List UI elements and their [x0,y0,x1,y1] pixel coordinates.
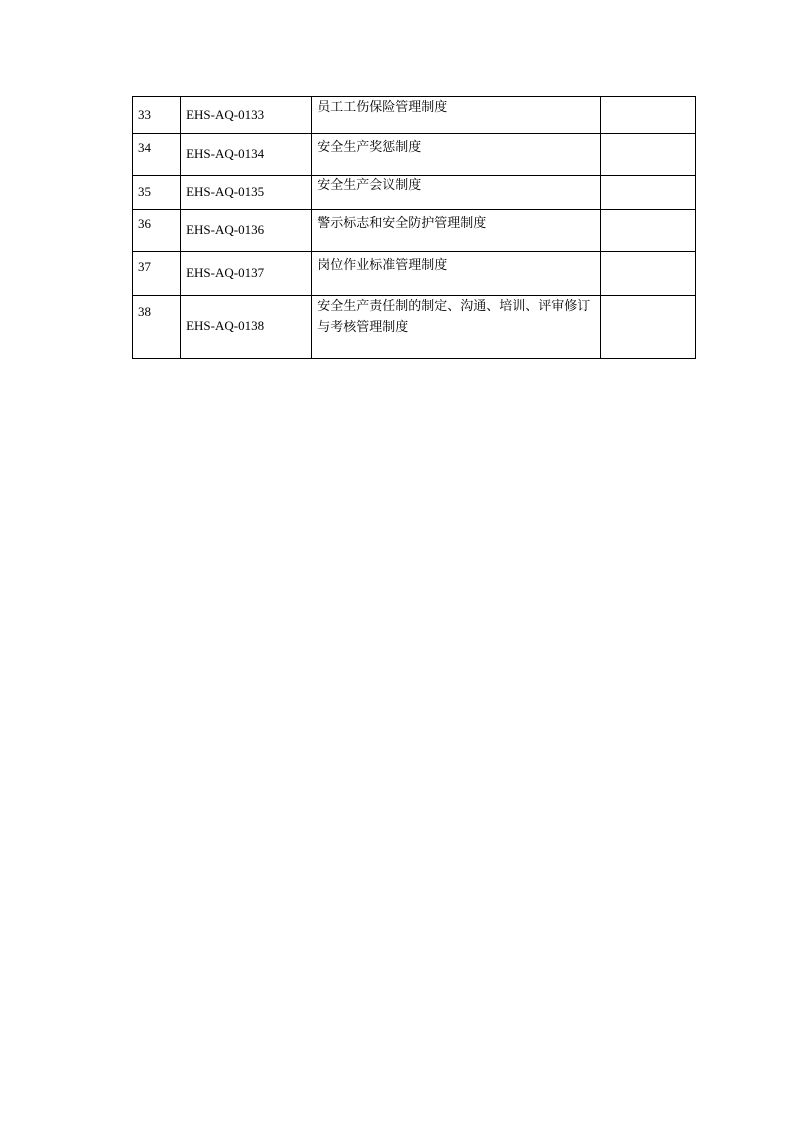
document-code: EHS-AQ-0135 [181,176,312,210]
table-row [133,252,696,296]
remark-cell [600,210,695,252]
remark-cell [600,252,695,296]
row-number: 33 [133,97,181,134]
document-code: EHS-AQ-0137 [181,252,312,296]
regulation-name: 员工工伤保险管理制度 [312,97,601,134]
remark-cell [600,176,695,210]
row-number: 38 [133,296,181,359]
regulation-name: 安全生产会议制度 [312,176,601,210]
table-row [133,296,696,359]
table-row [133,176,696,210]
regulation-name: 安全生产责任制的制定、沟通、培训、评审修订与考核管理制度 [312,296,601,359]
remark-cell [600,97,695,134]
remark-cell [600,296,695,359]
row-number: 34 [133,134,181,176]
table-row [133,134,696,176]
row-number: 35 [133,176,181,210]
table-row [133,210,696,252]
regulation-name: 警示标志和安全防护管理制度 [312,210,601,252]
document-code: EHS-AQ-0134 [181,134,312,176]
regulation-name: 安全生产奖惩制度 [312,134,601,176]
table-row [133,97,696,134]
row-number: 37 [133,252,181,296]
regulations-table [132,96,696,359]
row-number: 36 [133,210,181,252]
regulation-name: 岗位作业标准管理制度 [312,252,601,296]
document-code: EHS-AQ-0138 [181,296,312,359]
document-code: EHS-AQ-0136 [181,210,312,252]
remark-cell [600,134,695,176]
document-code: EHS-AQ-0133 [181,97,312,134]
